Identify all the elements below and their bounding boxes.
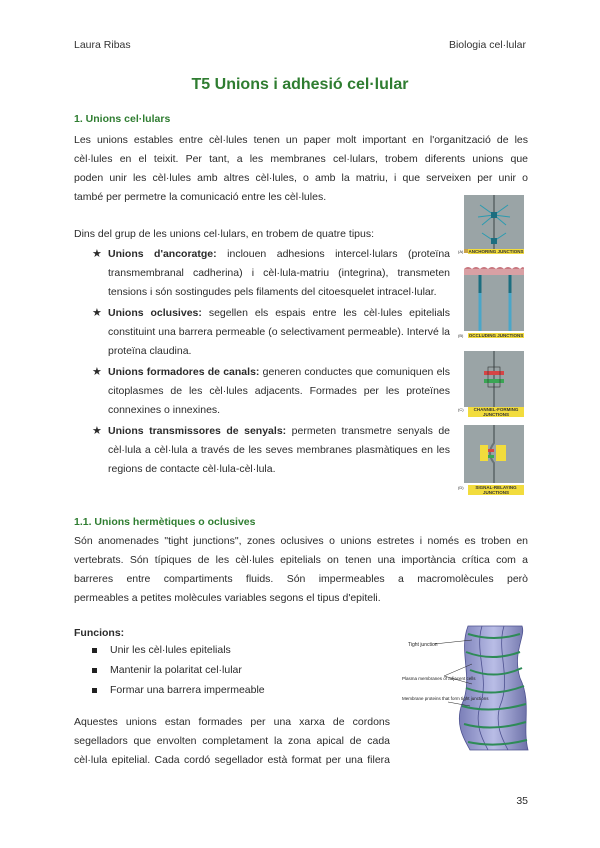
- list-item: [92, 422, 450, 479]
- item-term: Unions transmissores de senyals:: [108, 425, 287, 437]
- figure-label: Tight junction: [408, 642, 438, 648]
- occluding-junction-figure: [458, 265, 530, 347]
- star-bullet-icon: ★: [92, 248, 102, 260]
- figure-caption: ANCHORING JUNCTIONS: [468, 249, 524, 254]
- header-author: Laura Ribas: [74, 39, 131, 51]
- channel-junction-illustration: [458, 349, 530, 407]
- channel-forming-junction-figure: [458, 349, 530, 421]
- list-item: [92, 681, 265, 700]
- text-line: vertebrats. Són típiques de les cèl·lules epitelials on tenen una importància crítica com a: [74, 554, 528, 566]
- square-bullet-icon: [92, 688, 97, 693]
- page-number: 35: [516, 795, 528, 807]
- figure-caption: OCCLUDING JUNCTIONS: [468, 333, 524, 338]
- tight-junction-illustration: [400, 622, 530, 752]
- figure-letter: (D): [458, 485, 464, 490]
- text-line: segelladors que envolten completament la zona apical de cada: [74, 735, 390, 747]
- figure-letter: (C): [458, 407, 464, 412]
- item-text: permeten transmetre senyals de cèl·lula a cèl·lula a través de les seves membranes plasmàtiques en les regions de contacte cèl·lula-cèl·lula.: [108, 425, 450, 475]
- square-bullet-icon: [92, 648, 97, 653]
- figure-caption: SIGNAL-RELAYING JUNCTIONS: [468, 485, 524, 495]
- text-line: cèl·lules en el teixit. Per tant, a les membranes cel·lulars, trobem diferents unions que: [74, 153, 528, 165]
- item-text: segellen els espais entre les cèl·lules epitelials constituint una barrera permeable (o selectivament permeable). Intervé la proteïna claudina.: [108, 307, 450, 357]
- star-bullet-icon: ★: [92, 366, 102, 378]
- list-item: [92, 363, 450, 420]
- figure-label: Membrane proteins that form tight junctions: [402, 696, 489, 701]
- occluding-junction-illustration: [458, 265, 530, 333]
- types-intro: Dins del grup de les unions cel·lulars, en trobem de quatre tipus:: [74, 228, 374, 240]
- text-line: barreres entre compartiments fluids. Són impermeables a macromolècules però: [74, 573, 528, 585]
- subsection-heading: 1.1. Unions hermètiques o oclusives: [74, 516, 256, 528]
- junction-types-list: [92, 245, 450, 481]
- header-subject: Biologia cel·lular: [448, 39, 526, 51]
- page-title: T5 Unions i adhesió cel·lular: [191, 76, 409, 93]
- tight-junction-figure: [400, 622, 530, 752]
- functions-list: [92, 641, 265, 701]
- section-heading: 1. Unions cel·lulars: [74, 113, 171, 125]
- item-text: Formar una barrera impermeable: [110, 684, 265, 696]
- list-item: [92, 641, 265, 660]
- signal-junction-illustration: [458, 423, 530, 485]
- text-line: també per permetre la comunicació entre les cèl·lules.: [74, 191, 327, 203]
- item-term: Unions d'ancoratge:: [108, 248, 217, 260]
- star-bullet-icon: ★: [92, 425, 102, 437]
- text-line: poden unir les cèl·lules amb altres cèl·lules, o amb la matriu, i que serveixen per unir o: [74, 172, 528, 184]
- item-text: inclouen adhesions intercel·lulars (proteïna transmembranal cadherina) i cèl·lula-matriu (integrina), transmeten tensions i són sostingudes pels filaments del citoesquelet intracel·lular.: [108, 248, 451, 298]
- text-line: permeables a petites molècules variables segons el tipus d'epiteli.: [74, 592, 381, 604]
- item-text: Mantenir la polaritat cel·lular: [110, 664, 242, 676]
- item-term: Unions oclusives:: [108, 307, 202, 319]
- item-text: Unir les cèl·lules epitelials: [110, 644, 231, 656]
- figure-caption: CHANNEL-FORMING JUNCTIONS: [468, 407, 524, 417]
- star-bullet-icon: ★: [92, 307, 102, 319]
- figure-label: Plasma membranes of adjacent cells: [402, 676, 476, 681]
- text-line: Són anomenades "tight junctions", zones oclusives o unions estretes i només es troben en: [74, 535, 528, 547]
- anchoring-junction-figure: [458, 193, 530, 263]
- closing-paragraph: [74, 713, 390, 770]
- list-item: [92, 245, 450, 302]
- item-term: Unions formadores de canals:: [108, 366, 260, 378]
- figure-letter: (A): [458, 249, 464, 254]
- text-line: Les unions estables entre cèl·lules tenen un paper molt important en l'organització de les: [74, 134, 528, 146]
- text-line: cèl·lula epitelial. Cada cordó segellador està format per una filera: [74, 754, 390, 766]
- list-item: [92, 304, 450, 361]
- junction-figures: [458, 193, 530, 497]
- text-line: Aquestes unions estan formades per una xarxa de cordons: [74, 716, 390, 728]
- list-item: [92, 661, 265, 680]
- tight-junctions-paragraph: [74, 532, 528, 608]
- square-bullet-icon: [92, 668, 97, 673]
- figure-letter: (B): [458, 333, 464, 338]
- anchoring-junction-illustration: [458, 193, 530, 255]
- functions-heading: Funcions:: [74, 627, 125, 639]
- item-text: generen conductes que comuniquen els citoplasmes de les cèl·lules adjacents. Formades per les proteïnes connexines o innexines.: [108, 366, 450, 416]
- signal-relaying-junction-figure: [458, 423, 530, 497]
